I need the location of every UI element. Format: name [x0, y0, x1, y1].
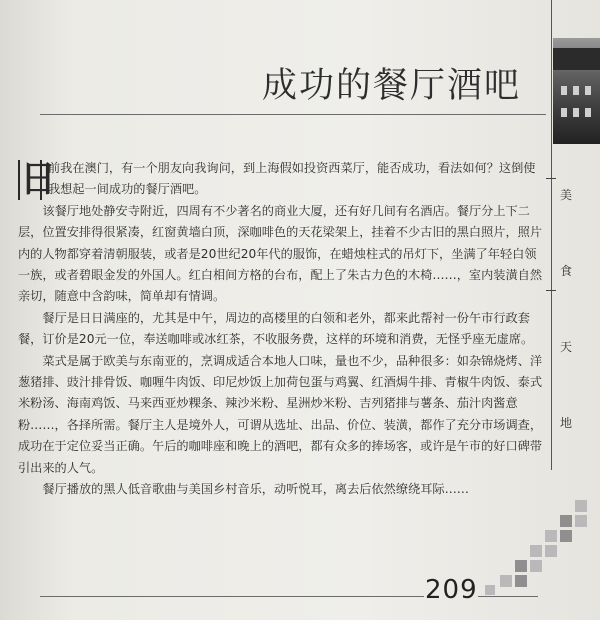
- side-label-char: 天: [560, 340, 573, 354]
- page-number: 209: [425, 575, 478, 605]
- paragraph: 餐厅是日日满座的，尤其是中午，周边的高楼里的白领和老外，都来此帮衬一份午市行政套餐，订价是20元一位，奉送咖啡或冰红茶，不收服务费，这样的环境和消费，无怪乎座无虚席。: [18, 310, 534, 347]
- side-label-char: 美: [560, 188, 573, 202]
- building-photo: [553, 38, 600, 144]
- side-label-char: 地: [560, 416, 573, 430]
- side-rule: [551, 0, 552, 470]
- title-rule: [40, 114, 546, 115]
- article-title: 成功的餐厅酒吧: [262, 66, 522, 106]
- footer-rule: [478, 596, 538, 597]
- paragraph: 日 前我在澳门，有一个朋友向我询问，到上海假如投资西菜厅，能否成功，看法如何？这倒使我想起一间成功的餐厅酒吧。: [20, 159, 536, 200]
- paragraph: 餐厅播放的黑人低音歌曲与美国乡村音乐，动听悦耳，离去后依然缭绕耳际……: [42, 482, 469, 497]
- paragraph: 该餐厅地处静安寺附近，四周有不少著名的商业大厦，还有好几间有名酒店。餐厅分上下二层，位置安排得很紧凑，红窗黄墙白顶，深咖啡色的天花梁架上，挂着不少古旧的黑白照片，照片内的人物都穿着清朝服装，或者是20世纪20年代的服饰，在蜡烛柱式的吊灯下，坐满了年轻白领一族，或者碧眼金发的外国人。红白相间方格的台布，配上了朱古力色的木椅……，室内装潢自然亲切，随意中含韵味，简单却有情调。: [18, 203, 543, 304]
- article-body: [18, 158, 543, 501]
- side-tick: [546, 290, 556, 291]
- footer-rule: [40, 596, 424, 597]
- paragraph: 菜式是属于欧美与东南亚的，烹调成适合本地人口味，量也不少，品种很多：如杂锦烧烤、洋葱猪排、豉汁排骨饭、咖喱牛肉饭、印尼炒饭上加荷包蛋与鸡翼、红酒焗牛排、青椒牛肉饭、泰式米粉汤、海南鸡饭、马来西亚炒粿条、辣沙米粉、星洲炒米粉、吉列猪排与薯条、茄汁肉酱意粉……，各择所需。餐厅主人是境外人，可谓从选址、出品、价位、装潢，都作了充分市场调查，成功在于定位妥当正确。午后的咖啡座和晚上的酒吧，都有众多的捧场客，或许是午市的好口碑带引出来的人气。: [18, 353, 543, 475]
- drop-cap: 日: [20, 159, 57, 200]
- side-label-char: 食: [560, 264, 573, 278]
- side-tick: [546, 178, 556, 179]
